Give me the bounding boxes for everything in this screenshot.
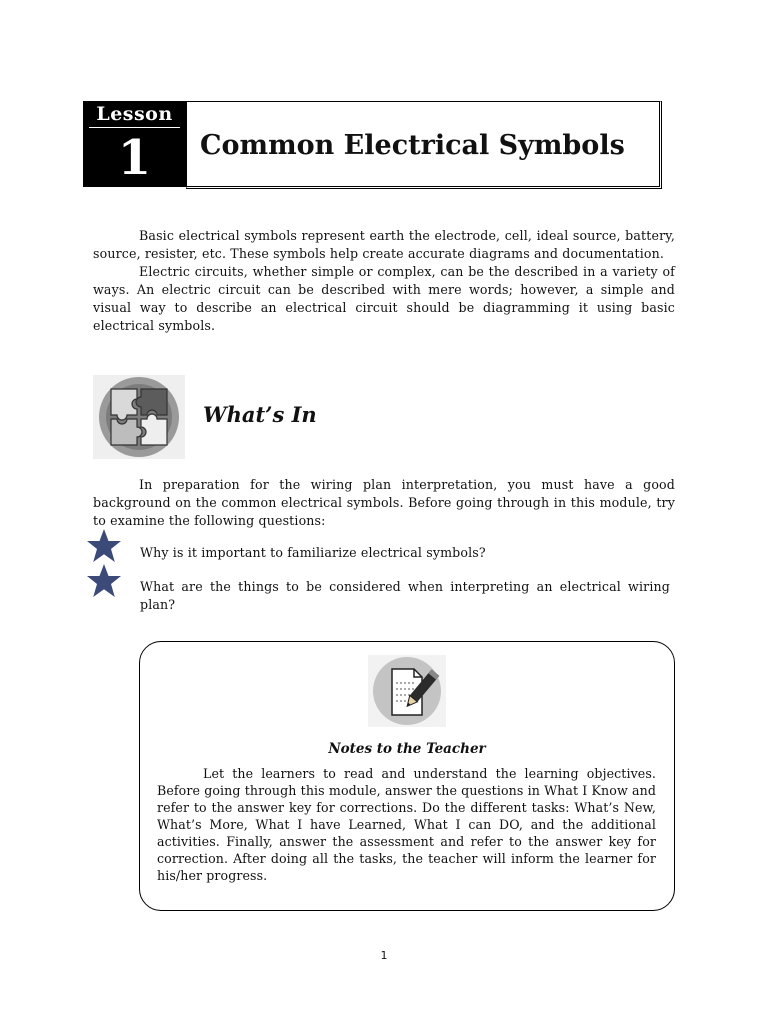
intro-text: [93, 227, 675, 335]
question-2: What are the things to be considered when interpreting an electrical wiring plan?: [140, 579, 670, 612]
whats-in-paragraph: In preparation for the wiring plan interpretation, you must have a good background on the common electrical symbols. Before going through in this module, try to examine the following questions:: [93, 477, 675, 528]
page-number: 1: [380, 949, 388, 962]
puzzle-icon: [93, 375, 185, 459]
whats-in-text: [93, 476, 675, 530]
notes-title: Notes to the Teacher: [328, 741, 486, 757]
lesson-number: 1: [117, 130, 152, 186]
lesson-title-box: [186, 101, 662, 189]
lesson-label: Lesson: [96, 103, 173, 125]
star-icon: [86, 563, 122, 599]
notepad-pencil-icon: [368, 655, 446, 727]
lesson-badge: [83, 101, 186, 187]
question-1: Why is it important to familiarize electrical symbols?: [140, 545, 486, 560]
notes-paragraph: Let the learners to read and understand the learning objectives. Before going through this module, answer the questions in What I Know and refer to the answer key for corrections. Do the different tasks: What’s New, What’s More, What I have Learned, What I can DO, and the additional activities. Finally, answer the assessment and refer to the answer key for correction. After doing all the tasks, the teacher will inform the learner for his/her progress.: [157, 766, 656, 883]
star-icon: [86, 528, 122, 564]
intro-paragraph-1: Basic electrical symbols represent earth the electrode, cell, ideal source, battery, source, resister, etc. These symbols help create accurate diagrams and documentation.: [93, 228, 675, 261]
notes-text: [157, 765, 656, 884]
lesson-divider: [89, 127, 180, 128]
intro-paragraph-2: Electric circuits, whether simple or complex, can be the described in a variety of ways. An electric circuit can be described with mere words; however, a simple and visual way to describe an electrical circuit should be diagramming it using basic electrical symbols.: [93, 264, 675, 333]
lesson-title: Common Electrical Symbols: [200, 130, 625, 161]
section-title-whats-in: What’s In: [203, 402, 317, 427]
